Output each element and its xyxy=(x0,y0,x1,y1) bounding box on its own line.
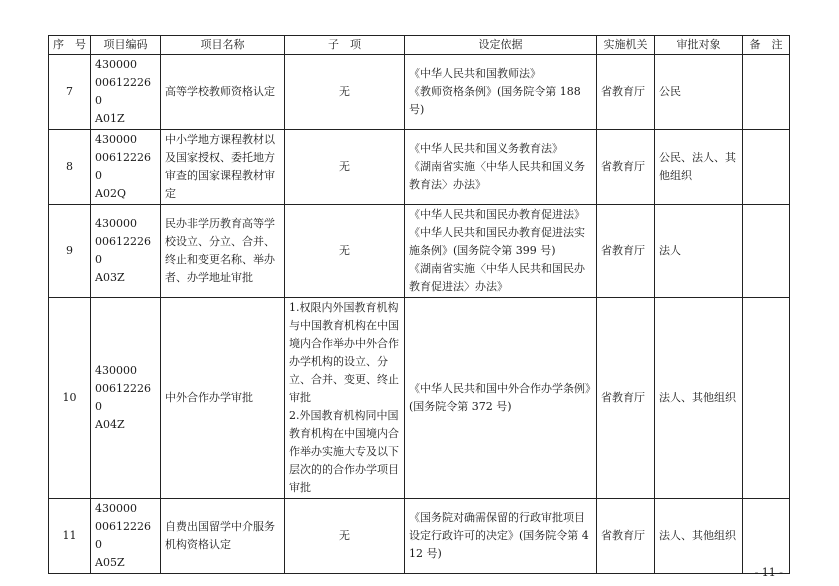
table-row xyxy=(49,55,790,130)
approval-target: 法人、其他组织 xyxy=(655,298,743,499)
row-number: 8 xyxy=(49,130,91,205)
header-note: 备 注 xyxy=(743,36,790,55)
header-agency: 实施机关 xyxy=(597,36,655,55)
implementing-agency: 省教育厅 xyxy=(597,205,655,298)
sub-line: 2.外国教育机构同中国教育机构在中国境内合作举办实施大专及以下层次的的合作办学项目审批 xyxy=(289,409,399,494)
sub-item: 无 xyxy=(285,55,405,130)
header-basis: 设定依据 xyxy=(405,36,597,55)
remarks xyxy=(743,499,790,574)
item-code xyxy=(91,298,161,499)
item-name: 民办非学历教育高等学校设立、分立、合并、终止和变更名称、举办者、办学地址审批 xyxy=(161,205,285,298)
code-line: 430000 xyxy=(95,58,137,71)
sub-item: 无 xyxy=(285,130,405,205)
code-line: 006122260 xyxy=(95,151,151,182)
code-line: 006122260 xyxy=(95,382,151,413)
code-line: 430000 xyxy=(95,364,137,377)
code-line: 430000 xyxy=(95,133,137,146)
item-name: 中外合作办学审批 xyxy=(161,298,285,499)
basis-line: 《中华人民共和国民办教育促进法》 xyxy=(409,208,585,221)
basis-line: 《中华人民共和国义务教育法》 xyxy=(409,142,563,155)
header-sub: 子 项 xyxy=(285,36,405,55)
item-name: 中小学地方课程教材以及国家授权、委托地方审查的国家课程教材审定 xyxy=(161,130,285,205)
item-code xyxy=(91,55,161,130)
table-row xyxy=(49,499,790,574)
header-no: 序 号 xyxy=(49,36,91,55)
header-row xyxy=(49,36,790,55)
sub-item: 无 xyxy=(285,205,405,298)
sub-item: 无 xyxy=(285,499,405,574)
approval-target: 法人、其他组织 xyxy=(655,499,743,574)
header-target: 审批对象 xyxy=(655,36,743,55)
code-line: A03Z xyxy=(95,271,125,284)
code-line: A04Z xyxy=(95,418,125,431)
remarks xyxy=(743,130,790,205)
header-code: 项目编码 xyxy=(91,36,161,55)
basis-line: 《中华人民共和国教师法》 xyxy=(409,67,541,80)
item-code xyxy=(91,130,161,205)
remarks xyxy=(743,55,790,130)
approval-items-table xyxy=(48,35,790,574)
approval-target: 法人 xyxy=(655,205,743,298)
legal-basis xyxy=(405,298,597,499)
code-line: 430000 xyxy=(95,502,137,515)
implementing-agency: 省教育厅 xyxy=(597,130,655,205)
legal-basis xyxy=(405,55,597,130)
implementing-agency: 省教育厅 xyxy=(597,298,655,499)
code-line: A01Z xyxy=(95,112,125,125)
implementing-agency: 省教育厅 xyxy=(597,499,655,574)
implementing-agency: 省教育厅 xyxy=(597,55,655,130)
basis-line: 《国务院对确需保留的行政审批项目设定行政许可的决定》(国务院令第 412 号) xyxy=(409,511,589,560)
table-row xyxy=(49,130,790,205)
approval-target: 公民 xyxy=(655,55,743,130)
code-line: A02Q xyxy=(95,187,126,200)
row-number: 7 xyxy=(49,55,91,130)
legal-basis xyxy=(405,130,597,205)
sub-line: 1.权限内外国教育机构与中国教育机构在中国境内合作举办中外合作办学机构的设立、分立、合并、变更、终止审批 xyxy=(289,301,399,404)
basis-line: 《湖南省实施〈中华人民共和国民办教育促进法〉办法》 xyxy=(409,262,585,293)
item-name: 高等学校教师资格认定 xyxy=(161,55,285,130)
header-name: 项目名称 xyxy=(161,36,285,55)
code-line: 430000 xyxy=(95,217,137,230)
legal-basis xyxy=(405,205,597,298)
code-line: 006122260 xyxy=(95,76,151,107)
basis-line: 《中华人民共和国民办教育促进法实施条例》(国务院令第 399 号) xyxy=(409,226,585,257)
remarks xyxy=(743,298,790,499)
item-code xyxy=(91,499,161,574)
item-name: 自费出国留学中介服务机构资格认定 xyxy=(161,499,285,574)
basis-line: 《中华人民共和国中外合作办学条例》(国务院令第 372 号) xyxy=(409,382,591,413)
row-number: 9 xyxy=(49,205,91,298)
page-number: - 11 - xyxy=(754,566,783,579)
code-line: A05Z xyxy=(95,556,125,569)
approval-target: 公民、法人、其他组织 xyxy=(655,130,743,205)
table-row xyxy=(49,298,790,499)
row-number: 11 xyxy=(49,499,91,574)
basis-line: 《教师资格条例》(国务院令第 188 号) xyxy=(409,85,581,116)
row-number: 10 xyxy=(49,298,91,499)
code-line: 006122260 xyxy=(95,235,151,266)
table-row xyxy=(49,205,790,298)
code-line: 006122260 xyxy=(95,520,151,551)
item-code xyxy=(91,205,161,298)
remarks xyxy=(743,205,790,298)
sub-item xyxy=(285,298,405,499)
legal-basis xyxy=(405,499,597,574)
basis-line: 《湖南省实施〈中华人民共和国义务教育法〉办法》 xyxy=(409,160,585,191)
